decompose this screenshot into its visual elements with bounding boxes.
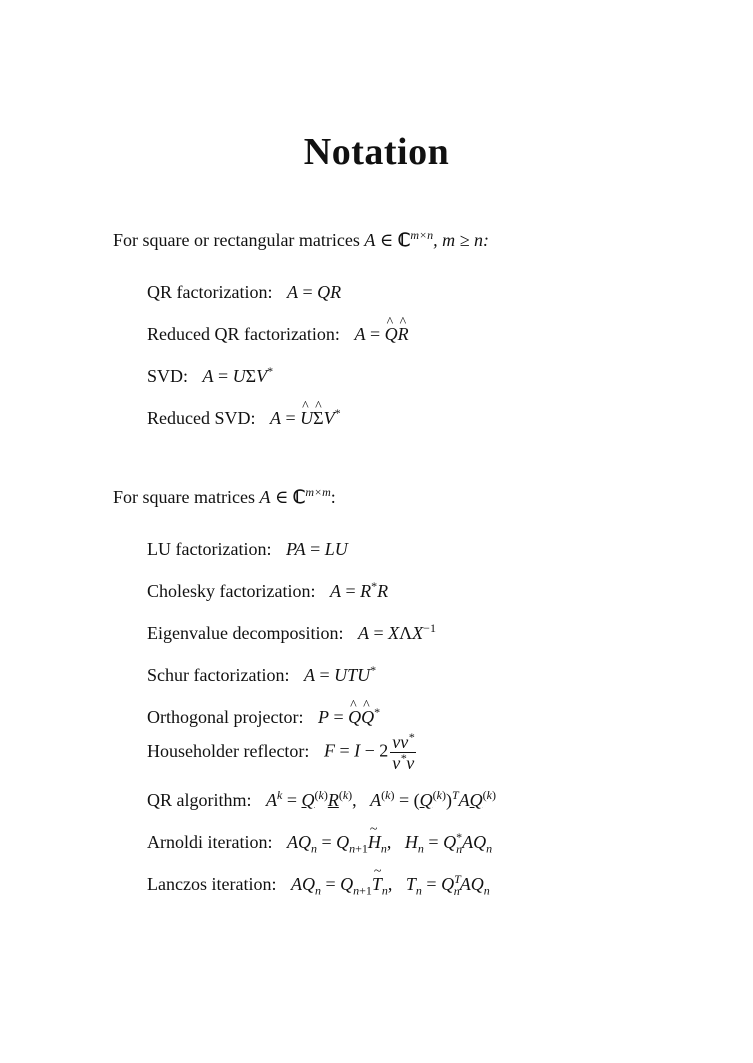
formula-label: QR factorization: bbox=[147, 282, 273, 302]
formula-label: Reduced SVD: bbox=[147, 408, 256, 428]
formula-label: Orthogonal projector: bbox=[147, 707, 304, 727]
formula-reduced-svd: Reduced SVD: A = ^ U^ ΣV* bbox=[147, 408, 341, 429]
formula-arnoldi: Arnoldi iteration: $AQ_n$ = $Q_{n+1}\sim$ $H_n$, $H_n = Q^*_nAQ_n$ bbox=[147, 832, 492, 853]
section1-cond-in: ∈ bbox=[375, 230, 398, 250]
page-title: Notation bbox=[303, 131, 450, 173]
formula-label: QR algorithm: bbox=[147, 790, 252, 810]
formula-label: Eigenvalue decomposition: bbox=[147, 623, 344, 643]
formula-label: Schur factorization: bbox=[147, 665, 290, 685]
formula-lu: LU factorization: PA = LU bbox=[147, 539, 348, 559]
formula-label: Householder reflector: bbox=[147, 740, 310, 761]
formula-reduced-qr: Reduced QR factorization: A = ^ Q^ R bbox=[147, 324, 409, 345]
section1-intro bbox=[113, 230, 489, 251]
section2-cond-in: ∈ bbox=[270, 487, 293, 507]
formula-label: Arnoldi iteration: bbox=[147, 832, 273, 852]
formula-svd: SVD: A = UΣV* bbox=[147, 364, 274, 386]
section2-cond-tail: : bbox=[330, 487, 336, 507]
formula-schur: Schur factorization: A = UTU* bbox=[147, 663, 377, 685]
section2-cond-var: A bbox=[259, 487, 271, 507]
formula-qr: QR factorization: A = QR bbox=[147, 282, 342, 302]
formula-qr-algorithm: QR algorithm: $A^k = Q^{(k)}R^{(k)}$, $A^{(k)} = (Q^{(k)})^TAQ^{(k)}$ bbox=[147, 788, 496, 810]
section1-intro-text: For square or rectangular matrices bbox=[113, 230, 360, 250]
formula-householder: Householder reflector: F = I − 2 $\frac{vv^*}{v^*v}$ bbox=[147, 730, 415, 773]
section2-cond-exp: m×m bbox=[305, 485, 331, 499]
formula-label: Reduced QR factorization: bbox=[147, 324, 340, 344]
section2-intro-text: For square matrices bbox=[113, 487, 255, 507]
householder-fraction: $\frac{vv^*}{v^*v}$ bbox=[392, 730, 415, 773]
formula-cholesky: Cholesky factorization: A = R*R bbox=[147, 579, 389, 601]
formula-label: SVD: bbox=[147, 366, 189, 386]
section2-cond-set: ℂ bbox=[292, 487, 306, 507]
section1-cond-var: A bbox=[364, 230, 376, 250]
formula-label: LU factorization: bbox=[147, 539, 272, 559]
section1-cond-set: ℂ bbox=[397, 230, 411, 250]
formula-label: Cholesky factorization: bbox=[147, 581, 316, 601]
section2-intro bbox=[113, 487, 336, 508]
formula-label: Lanczos iteration: bbox=[147, 874, 277, 894]
formula-projector: Orthogonal projector: P = ^ Q^ Q* bbox=[147, 707, 380, 728]
section1-cond-exp: m×n bbox=[410, 228, 434, 242]
section1-cond-tail: , m ≥ n: bbox=[433, 230, 489, 250]
formula-lanczos: Lanczos iteration: $AQ_n$ = $Q_{n+1}\sim$ $T_n$, $T_n = Q^T_nAQ_n$ bbox=[147, 874, 490, 895]
formula-eigen: Eigenvalue decomposition: $A = X\Lambda X^{-1}$ bbox=[147, 621, 436, 643]
